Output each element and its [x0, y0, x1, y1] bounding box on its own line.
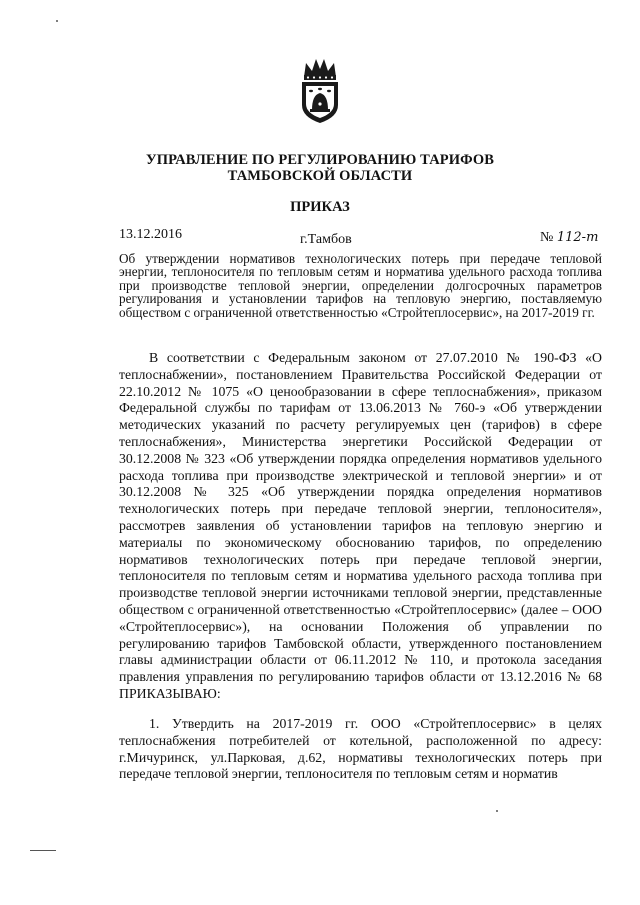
order-subject: Об утверждении нормативов технологических потерь при передаче тепловой энергии, теплоносителя по тепловым сетям и норматива удельного расхода топлива при производстве тепловой энергии, определении долгосрочных параметров регулирования и установлении тарифов на тепловую энергию, поставляемую обществом с ограниченной ответственностью «Стройтеплосервис», на 2017-2019 гг. [119, 251, 602, 320]
order-city: г.Тамбов [300, 232, 352, 247]
order-number [540, 230, 598, 246]
scan-dot-mark [56, 20, 58, 22]
organization-name-line2: ТАМБОВСКОЙ ОБЛАСТИ [227, 168, 413, 184]
order-date: 13.12.2016 [119, 227, 182, 242]
organization-name-line1: УПРАВЛЕНИЕ ПО РЕГУЛИРОВАНИЮ ТАРИФОВ [145, 152, 495, 168]
order-number-prefix: № [540, 230, 554, 245]
scan-dot-mark [496, 810, 498, 812]
preamble-paragraph: В соответствии с Федеральным законом от 27.07.2010 № 190-ФЗ «О теплоснабжении», постановлением Правительства Российской Федерации от 22.10.2012 № 1075 «О ценообразовании в сфере теплоснабжения», приказом Федеральной службы по тарифам от 13.06.2013 № 760-э «Об утверждении методических указаний по расчету регулируемых цен (тарифов) в сфере теплоснабжения», Министерства энергетики Российской Федерации от 30.12.2008 № 323 «Об утверждении порядка определения нормативов удельного расхода топлива при производстве электрической и тепловой энергии» и от 30.12.2008 № 325 «Об утверждении порядка определения нормативов технологических потерь при передаче тепловой энергии, теплоносителя», рассмотрев заявления об установлении тарифов на тепловую энергию и материалы по экономическому обоснованию тарифов, по определению нормативов технологических потерь при передаче тепловой энергии, теплоносителя по тепловым сетям и норматива удельного расхода топлива при производстве тепловой энергии источниками тепловой энергии, представленные обществом с ограниченной ответственностью «Стройтеплосервис» (далее – ООО «Стройтеплосервис»), на основании Положения об управлении по регулированию тарифов Тамбовской области, утвержденного постановлением главы администрации области от 06.11.2012 № 110, и протокола заседания правления управления по регулированию тарифов области от 13.12.2016 № 68 ПРИКАЗЫВАЮ: [119, 350, 602, 701]
tambov-coat-of-arms-icon [298, 55, 342, 125]
clause-1-paragraph: 1. Утвердить на 2017-2019 гг. ООО «Стройтеплосервис» в целях теплоснабжения потребителей от котельной, расположенной по адресу: г.Мичуринск, ул.Парковая, д.62, нормативы технологических потерь при передаче тепловой энергии, теплоносителя по тепловым сетям и норматив [119, 716, 602, 782]
order-number-value: 112-т [556, 230, 599, 245]
scan-margin-mark [30, 850, 56, 851]
document-type-title: ПРИКАЗ [290, 199, 350, 215]
